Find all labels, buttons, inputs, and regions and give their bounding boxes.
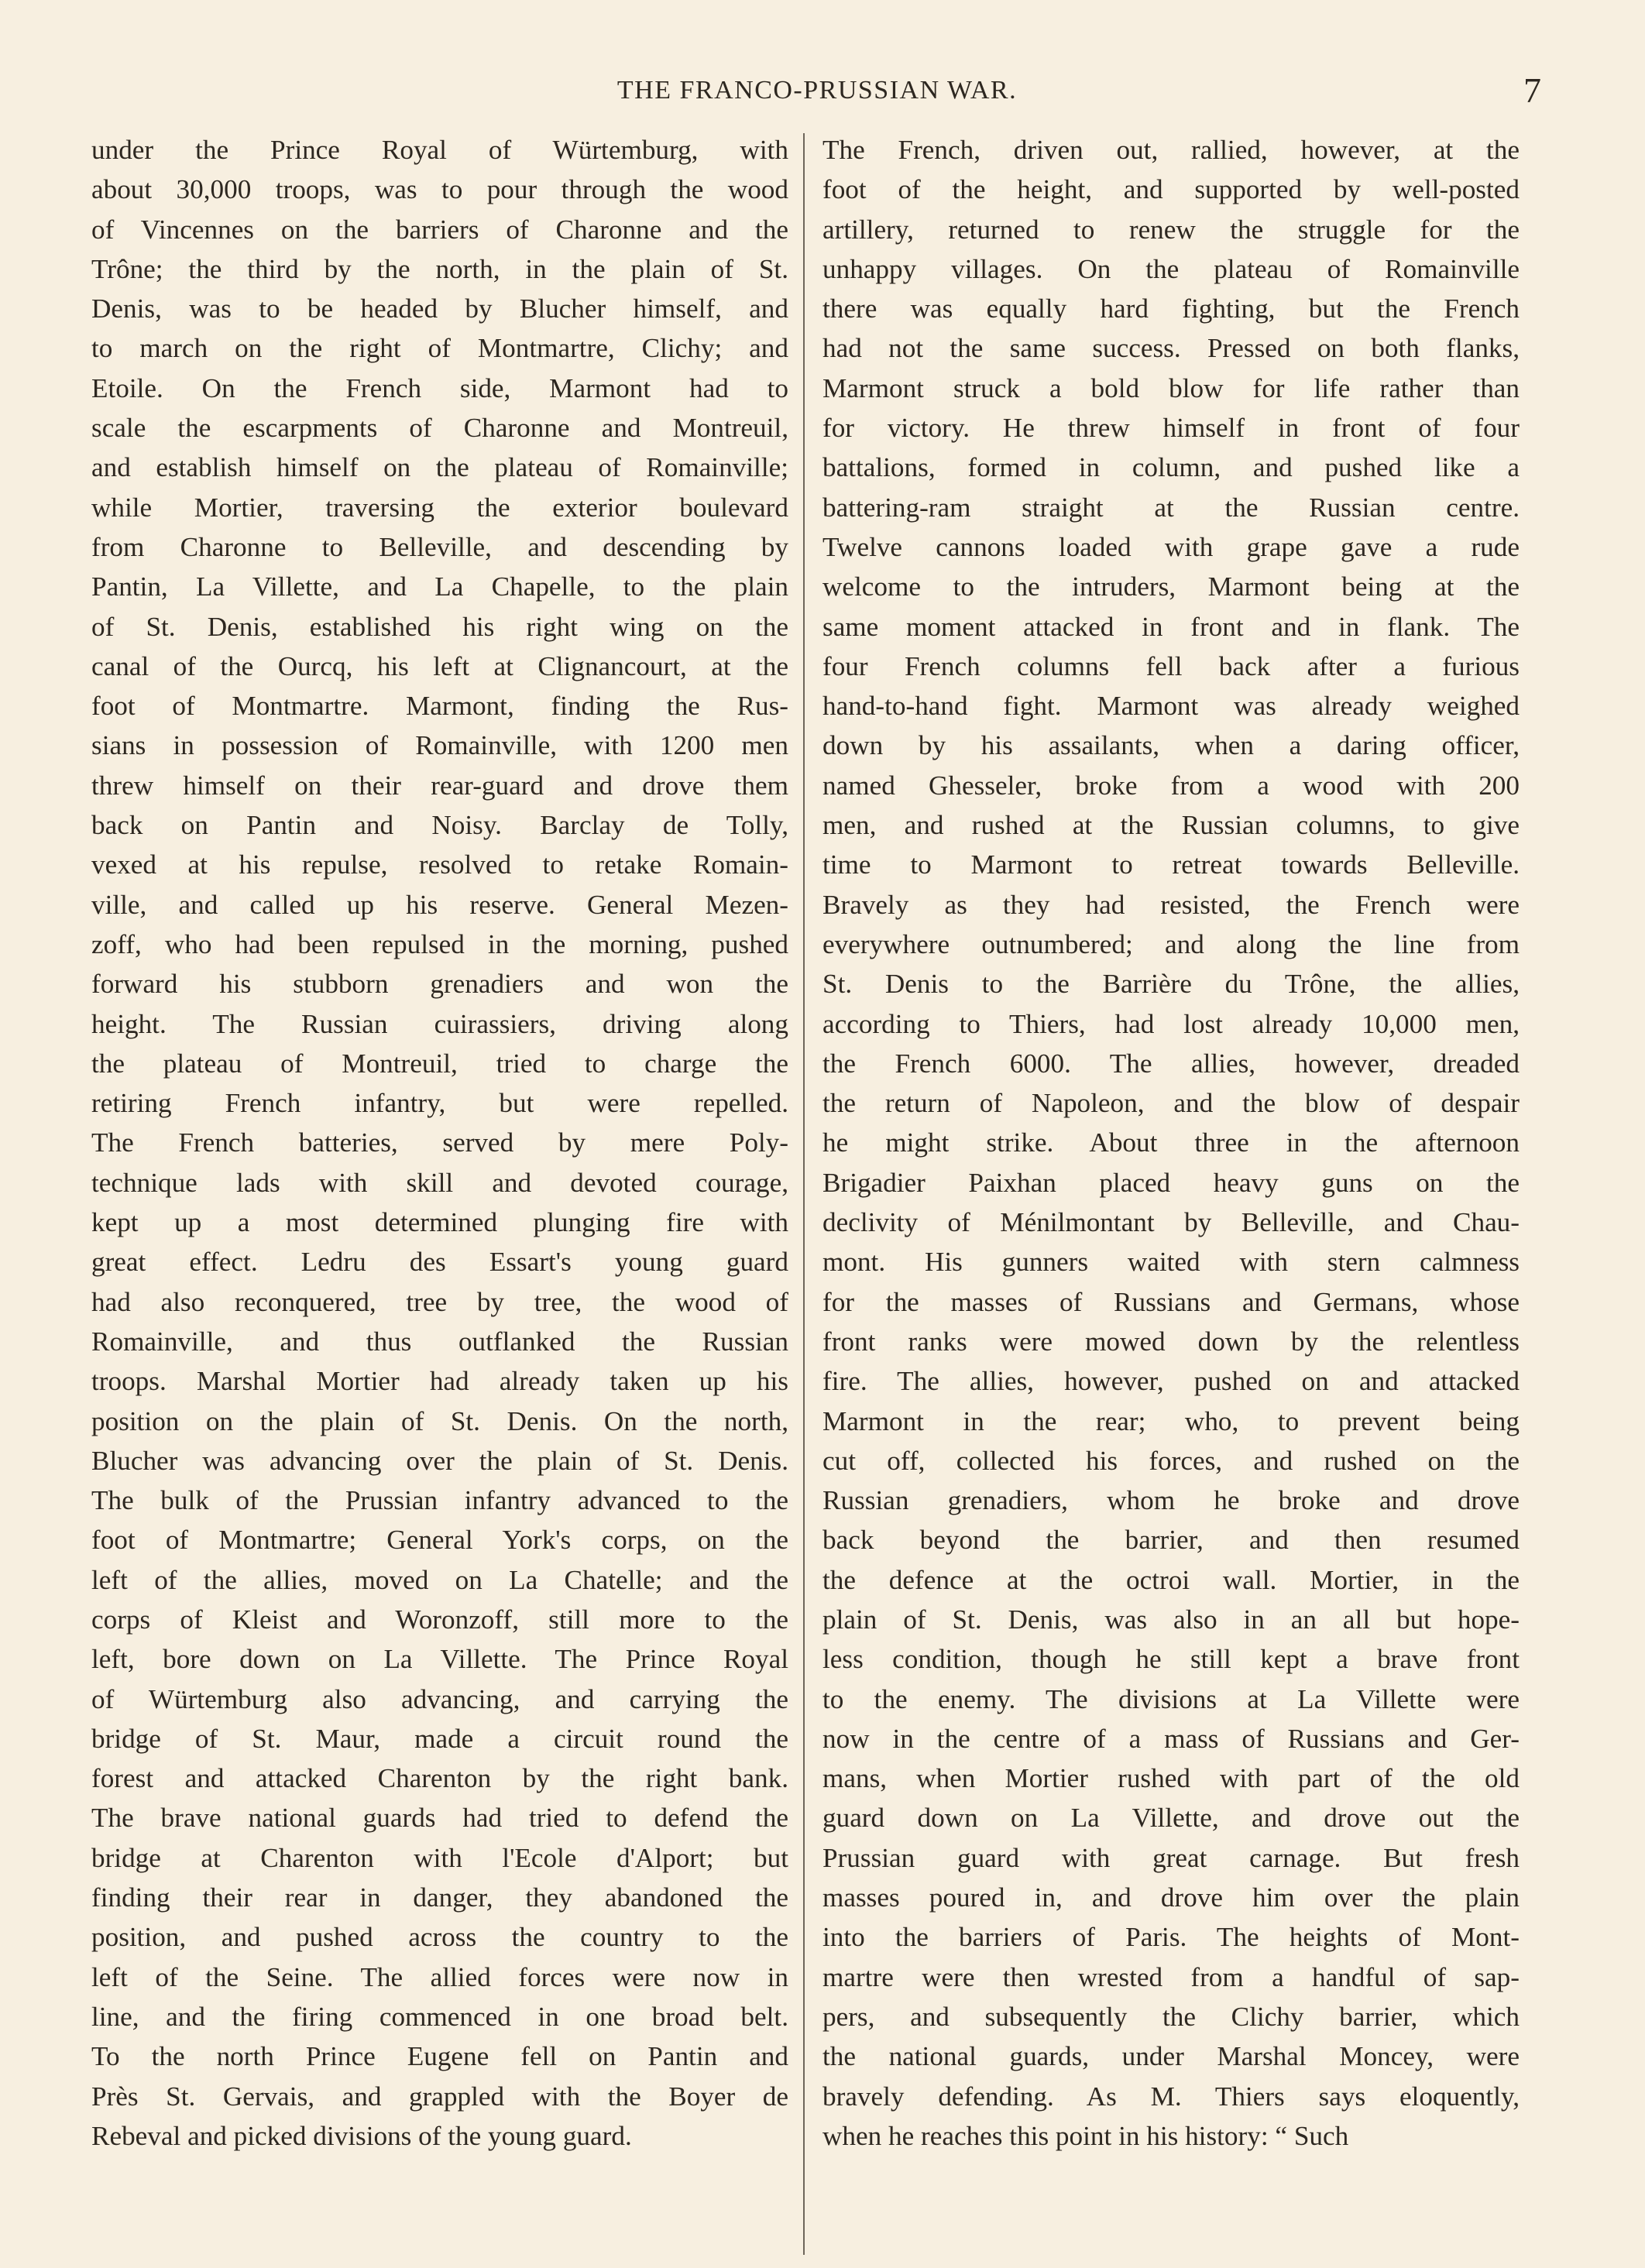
text-line: there was equally hard fighting, but the French xyxy=(822,293,1520,324)
text-line: of Vincennes on the barriers of Charonne and the xyxy=(91,214,788,245)
text-line: when he reaches this point in his history: “ Such xyxy=(822,2120,1349,2151)
text-line: forward his stubborn grenadiers and won the xyxy=(91,969,788,1000)
text-line: zoff, who had been repulsed in the morning, pushed xyxy=(91,928,788,959)
text-line: position, and pushed across the country to the xyxy=(91,1922,788,1953)
text-line: the plateau of Montreuil, tried to charge the xyxy=(91,1048,788,1079)
text-line: for victory. He threw himself in front of four xyxy=(822,413,1520,444)
text-line: ville, and called up his reserve. General Mezen- xyxy=(91,889,788,920)
text-line: St. Denis to the Barrière du Trône, the allies, xyxy=(822,969,1520,1000)
text-line: Twelve cannons loaded with grape gave a rude xyxy=(822,531,1520,562)
text-line: back on Pantin and Noisy. Barclay de Tolly, xyxy=(91,810,788,841)
running-head xyxy=(93,71,1541,118)
text-line: bravely defending. As M. Thiers says eloquently, xyxy=(822,2081,1520,2112)
text-line: bridge at Charenton with l'Ecole d'Alport; but xyxy=(91,1842,788,1873)
left-text-column xyxy=(91,130,788,2156)
text-line: to the enemy. The divisions at La Villette were xyxy=(822,1683,1520,1714)
text-line: To the north Prince Eugene fell on Pantin and xyxy=(91,2041,788,2072)
text-line: troops. Marshal Mortier had already taken up his xyxy=(91,1366,788,1397)
text-line: of St. Denis, established his right wing on the xyxy=(91,611,788,642)
text-line: for the masses of Russians and Germans, whose xyxy=(822,1286,1520,1317)
text-line: martre were then wrested from a handful of sap- xyxy=(822,1961,1520,1992)
text-line: The French batteries, served by mere Poly- xyxy=(91,1127,788,1158)
text-line: according to Thiers, had lost already 10,000 men, xyxy=(822,1008,1520,1039)
text-line: kept up a most determined plunging fire with xyxy=(91,1207,788,1238)
text-line: less condition, though he still kept a brave front xyxy=(822,1644,1520,1675)
text-line: front ranks were mowed down by the relentless xyxy=(822,1326,1520,1357)
text-line: Marmont in the rear; who, to prevent being xyxy=(822,1405,1520,1436)
text-line: position on the plain of St. Denis. On the north, xyxy=(91,1405,788,1436)
right-text-column xyxy=(822,130,1520,2156)
text-line: under the Prince Royal of Würtemburg, with xyxy=(91,135,788,165)
text-line: canal of the Ourcq, his left at Clignancourt, at the xyxy=(91,650,788,681)
text-line: welcome to the intruders, Marmont being at the xyxy=(822,571,1520,602)
text-line: Romainville, and thus outflanked the Russian xyxy=(91,1326,788,1357)
text-line: Bravely as they had resisted, the French were xyxy=(822,889,1520,920)
text-line: finding their rear in danger, they abandoned the xyxy=(91,1882,788,1913)
text-line: great effect. Ledru des Essart's young guard xyxy=(91,1247,788,1278)
running-title: THE FRANCO-PRUSSIAN WAR. xyxy=(616,76,1018,105)
text-line: Rebeval and picked divisions of the young guard. xyxy=(91,2120,632,2151)
text-line: unhappy villages. On the plateau of Romainville xyxy=(822,253,1520,284)
text-line: bridge of St. Maur, made a circuit round the xyxy=(91,1723,788,1754)
text-line: he might strike. About three in the afternoon xyxy=(822,1127,1520,1158)
text-line: declivity of Ménilmontant by Belleville, and Chau- xyxy=(822,1207,1520,1238)
text-line: named Ghesseler, broke from a wood with 200 xyxy=(822,770,1520,801)
text-line: Près St. Gervais, and grappled with the Boyer de xyxy=(91,2081,788,2112)
text-line: retiring French infantry, but were repelled. xyxy=(91,1088,788,1119)
text-line: vexed at his repulse, resolved to retake Romain- xyxy=(91,849,788,880)
text-line: fire. The allies, however, pushed on and attacked xyxy=(822,1366,1520,1397)
text-line: mont. His gunners waited with stern calmness xyxy=(822,1247,1520,1278)
text-line: the return of Napoleon, and the blow of despair xyxy=(822,1088,1520,1119)
text-line: threw himself on their rear-guard and drove them xyxy=(91,770,788,801)
text-line: corps of Kleist and Woronzoff, still more to the xyxy=(91,1604,788,1635)
text-line: of Würtemburg also advancing, and carrying the xyxy=(91,1683,788,1714)
text-line: guard down on La Villette, and drove out the xyxy=(822,1803,1520,1834)
text-line: down by his assailants, when a daring officer, xyxy=(822,730,1520,761)
text-line: time to Marmont to retreat towards Belleville. xyxy=(822,849,1520,880)
text-line: mans, when Mortier rushed with part of the old xyxy=(822,1763,1520,1794)
text-line: Etoile. On the French side, Marmont had to xyxy=(91,372,788,403)
text-line: pers, and subsequently the Clichy barrier, which xyxy=(822,2001,1520,2032)
text-line: Pantin, La Villette, and La Chapelle, to the plain xyxy=(91,571,788,602)
text-line: had not the same success. Pressed on both flanks, xyxy=(822,333,1520,364)
text-line: height. The Russian cuirassiers, driving along xyxy=(91,1008,788,1039)
text-line: line, and the firing commenced in one broad belt. xyxy=(91,2001,788,2032)
text-line: same moment attacked in front and in flank. The xyxy=(822,611,1520,642)
text-line: everywhere outnumbered; and along the line from xyxy=(822,928,1520,959)
text-line: and establish himself on the plateau of Romainville; xyxy=(91,452,788,483)
text-line: Blucher was advancing over the plain of St. Denis. xyxy=(91,1445,788,1476)
text-line: hand-to-hand fight. Marmont was already weighed xyxy=(822,691,1520,722)
text-line: had also reconquered, tree by tree, the wood of xyxy=(91,1286,788,1317)
text-line: foot of Montmartre. Marmont, finding the Rus- xyxy=(91,691,788,722)
text-line: back beyond the barrier, and then resumed xyxy=(822,1525,1520,1556)
page-number: 7 xyxy=(1523,70,1541,110)
text-line: foot of the height, and supported by well-posted xyxy=(822,174,1520,205)
text-line: Denis, was to be headed by Blucher himself, and xyxy=(91,293,788,324)
text-line: forest and attacked Charenton by the right bank. xyxy=(91,1763,788,1794)
text-line: cut off, collected his forces, and rushed on the xyxy=(822,1445,1520,1476)
text-line: The brave national guards had tried to defend the xyxy=(91,1803,788,1834)
text-line: Brigadier Paixhan placed heavy guns on the xyxy=(822,1167,1520,1198)
text-line: four French columns fell back after a furious xyxy=(822,650,1520,681)
text-line: the national guards, under Marshal Moncey, were xyxy=(822,2041,1520,2072)
text-line: to march on the right of Montmartre, Clichy; and xyxy=(91,333,788,364)
text-line: artillery, returned to renew the struggle for the xyxy=(822,214,1520,245)
text-line: masses poured in, and drove him over the plain xyxy=(822,1882,1520,1913)
text-line: The French, driven out, rallied, however, at the xyxy=(822,135,1520,165)
text-line: about 30,000 troops, was to pour through the wood xyxy=(91,174,788,205)
text-line: left of the allies, moved on La Chatelle; and the xyxy=(91,1564,788,1595)
text-line: battering-ram straight at the Russian centre. xyxy=(822,492,1520,523)
text-line: Trône; the third by the north, in the plain of St. xyxy=(91,253,788,284)
text-line: The bulk of the Prussian infantry advanced to the xyxy=(91,1485,788,1516)
text-line: foot of Montmartre; General York's corps, on the xyxy=(91,1525,788,1556)
text-line: while Mortier, traversing the exterior boulevard xyxy=(91,492,788,523)
text-line: battalions, formed in column, and pushed like a xyxy=(822,452,1520,483)
text-line: from Charonne to Belleville, and descending by xyxy=(91,531,788,562)
text-line: technique lads with skill and devoted courage, xyxy=(91,1167,788,1198)
text-line: Russian grenadiers, whom he broke and drove xyxy=(822,1485,1520,1516)
text-line: the French 6000. The allies, however, dreaded xyxy=(822,1048,1520,1079)
text-line: into the barriers of Paris. The heights of Mont- xyxy=(822,1922,1520,1953)
text-line: the defence at the octroi wall. Mortier, in the xyxy=(822,1564,1520,1595)
text-line: left, bore down on La Villette. The Prince Royal xyxy=(91,1644,788,1675)
text-line: scale the escarpments of Charonne and Montreuil, xyxy=(91,413,788,444)
text-line: plain of St. Denis, was also in an all but hope- xyxy=(822,1604,1520,1635)
text-line: sians in possession of Romainville, with 1200 men xyxy=(91,730,788,761)
text-line: Marmont struck a bold blow for life rather than xyxy=(822,372,1520,403)
text-line: left of the Seine. The allied forces were now in xyxy=(91,1961,788,1992)
text-line: men, and rushed at the Russian columns, to give xyxy=(822,810,1520,841)
text-line: now in the centre of a mass of Russians and Ger- xyxy=(822,1723,1520,1754)
text-line: Prussian guard with great carnage. But fresh xyxy=(822,1842,1520,1873)
column-divider xyxy=(803,133,805,2255)
